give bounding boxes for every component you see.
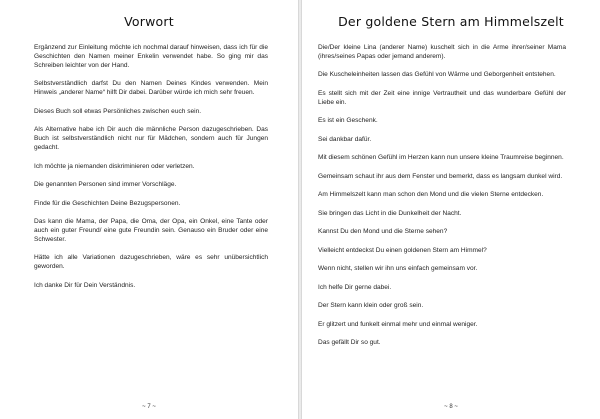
paragraph: Gemeinsam schaut ihr aus dem Fenster und bemerkt, dass es langsam dunkel wird. <box>318 172 563 180</box>
paragraph: Finde für die Geschichten Deine Bezugspersonen. <box>34 199 181 207</box>
left-page <box>0 0 298 419</box>
paragraph: Die/Der kleine Lina (anderer Name) kuschelt sich in die Arme ihrer/seiner Mama (ihres/seines Papas oder jemand anderem). <box>318 44 566 60</box>
page-title: Vorwort <box>124 14 174 29</box>
paragraph: Sei dankbar dafür. <box>318 135 372 143</box>
page-title: Der goldene Stern am Himmelszelt <box>338 14 564 29</box>
paragraph: Die genannten Personen sind immer Vorschläge. <box>34 181 177 189</box>
paragraph: Er glitzert und funkelt einmal mehr und einmal weniger. <box>318 320 478 328</box>
paragraph: Wenn nicht, stellen wir ihn uns einfach gemeinsam vor. <box>318 265 478 273</box>
paragraph: Ich möchte ja niemanden diskriminieren oder verletzen. <box>34 162 195 170</box>
paragraph: Selbstverständlich darfst Du den Namen Deines Kindes verwenden. Mein Hinweis „anderer Name“ hilft Dir dabei. Darüber würde ich mich sehr freuen. <box>34 80 268 97</box>
paragraph: Das kann die Mama, der Papa, die Oma, der Opa, ein Onkel, eine Tante oder auch ein guter Freund/ eine gute Freundin sein. Genauso ein Bruder oder eine Schwester. <box>34 218 268 243</box>
paragraph: Ich helfe Dir gerne dabei. <box>318 283 392 291</box>
page-number: ~ 7 ~ <box>142 404 156 410</box>
paragraph: Als Alternative habe ich Dir auch die männliche Person dazugeschrieben. Das Buch ist selbstverständlich nicht nur für Mädchen, sondern auch für Jungen gedacht. <box>34 126 268 152</box>
paragraph: Vielleicht entdeckst Du einen goldenen Stern am Himmel? <box>318 246 487 254</box>
right-page <box>302 0 600 419</box>
paragraph: Am Himmelszelt kann man schon den Mond und die vielen Sterne entdecken. <box>318 191 544 199</box>
paragraph: Sie bringen das Licht in die Dunkelheit der Nacht. <box>318 209 462 217</box>
page-body <box>318 44 566 358</box>
page-body <box>34 44 268 300</box>
paragraph: Ich danke Dir für Dein Verständnis. <box>34 281 136 289</box>
paragraph: Hätte ich alle Variationen dazugeschrieben, wäre es sehr unübersichtlich geworden. <box>34 254 268 271</box>
paragraph: Das gefällt Dir so gut. <box>318 339 381 347</box>
paragraph: Dieses Buch soll etwas Persönliches zwischen euch sein. <box>34 107 202 115</box>
paragraph: Kannst Du den Mond und die Sterne sehen? <box>318 228 448 236</box>
paragraph: Die Kuscheleinheiten lassen das Gefühl von Wärme und Geborgenheit entstehen. <box>318 71 556 79</box>
page-number: ~ 8 ~ <box>444 404 458 410</box>
paragraph: Der Stern kann klein oder groß sein. <box>318 302 424 310</box>
paragraph: Mit diesem schönen Gefühl im Herzen kann nun unsere kleine Traumreise beginnen. <box>318 154 564 162</box>
paragraph: Es stellt sich mit der Zeit eine innige Vertrautheit und das wunderbare Gefühl der Liebe ein. <box>318 89 566 106</box>
paragraph: Ergänzend zur Einleitung möchte ich nochmal darauf hinweisen, dass ich für die Geschichten den Namen meiner Enkelin verwendet habe. So ging mir das Schreiben leichter von der Hand. <box>34 44 268 69</box>
paragraph: Es ist ein Geschenk. <box>318 117 378 125</box>
